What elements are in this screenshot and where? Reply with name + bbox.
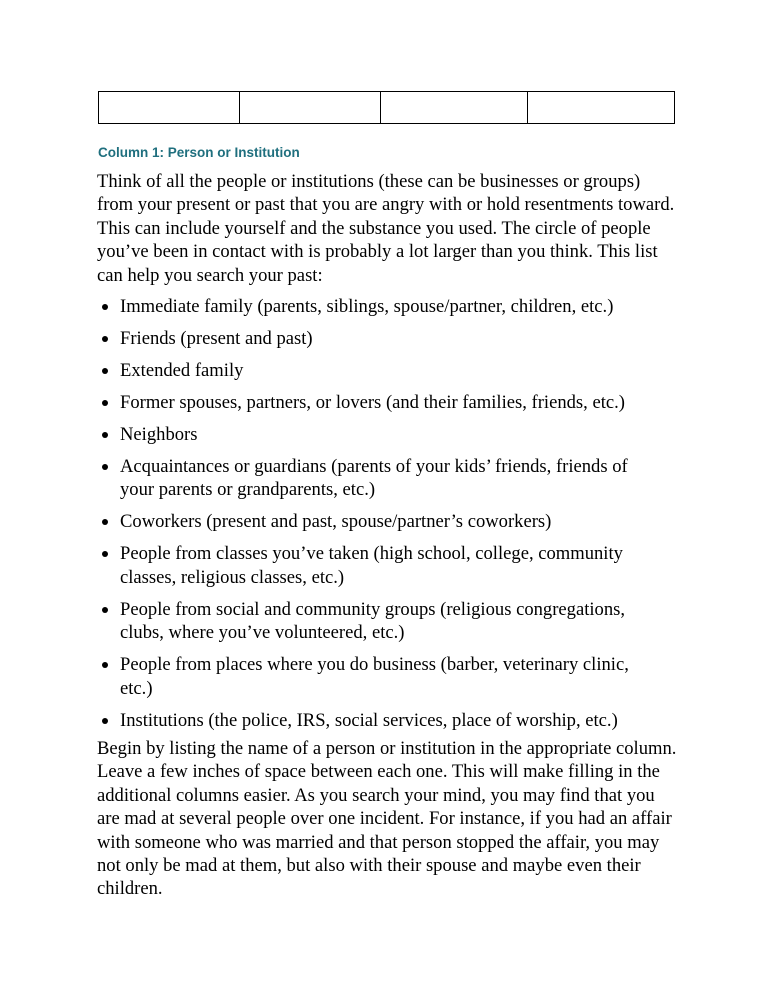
- list-item: [97, 598, 657, 645]
- bullet-icon: [102, 662, 108, 668]
- list-item-text: Former spouses, partners, or lovers (and their families, friends, etc.): [120, 392, 625, 413]
- bullet-icon: [102, 432, 108, 438]
- list-item: [97, 423, 657, 446]
- table-row: [99, 92, 675, 124]
- bullet-icon: [102, 519, 108, 525]
- list-item: [97, 653, 657, 700]
- list-item-text: Immediate family (parents, siblings, spouse/partner, children, etc.): [120, 296, 614, 317]
- list-item: [97, 709, 657, 732]
- worksheet-table: [98, 91, 675, 124]
- list-item-text: Extended family: [120, 360, 244, 381]
- table-cell: [240, 92, 381, 124]
- table-cell: [528, 92, 675, 124]
- list-item-text: People from social and community groups (religious congregations, clubs, where you’ve volunteered, etc.): [120, 598, 626, 644]
- list-item-text: Friends (present and past): [120, 328, 313, 349]
- list-item-text: Coworkers (present and past, spouse/partner’s coworkers): [120, 511, 552, 533]
- bullet-icon: [102, 464, 108, 470]
- table-cell: [381, 92, 528, 124]
- bullet-icon: [102, 551, 108, 557]
- bullet-icon: [102, 304, 108, 310]
- list-item: [97, 359, 657, 382]
- list-item-text: People from places where you do business (barber, veterinary clinic, etc.): [120, 654, 629, 699]
- list-item: [97, 510, 657, 533]
- list-item-text: Acquaintances or guardians (parents of your kids’ friends, friends of your parents or grandparents, etc.): [120, 456, 628, 501]
- bullet-icon: [102, 400, 108, 406]
- list-item: [97, 455, 657, 502]
- intro-paragraph: Think of all the people or institutions (these can be businesses or groups) from your present or past that you are angry with or hold resentments toward. This can include yourself and the substance you used. The circle of people you’ve been in contact with is probably a lot larger than you think. This list can help you search your past:: [97, 171, 675, 286]
- table-cell: [99, 92, 240, 124]
- bullet-icon: [102, 336, 108, 342]
- bullet-icon: [102, 607, 108, 613]
- bullet-list: [97, 295, 657, 741]
- list-item: [97, 295, 657, 318]
- list-item-text: Institutions (the police, IRS, social services, place of worship, etc.): [120, 709, 618, 731]
- bullet-icon: [102, 718, 108, 724]
- section-heading: Column 1: Person or Institution: [98, 145, 300, 160]
- list-item: [97, 542, 657, 589]
- list-item: [97, 327, 657, 350]
- list-item: [97, 391, 657, 414]
- list-item-text: Neighbors: [120, 424, 198, 445]
- bullet-icon: [102, 368, 108, 374]
- list-item-text: People from classes you’ve taken (high school, college, community classes, religious classes, etc.): [120, 543, 623, 588]
- closing-paragraph: Begin by listing the name of a person or institution in the appropriate column. Leave a few inches of space between each one. This will make filling in the additional columns easier. As you search your mind, you may find that you are mad at several people over one incident. For instance, if you had an affair with someone who was married and that person stopped the affair, you may not only be mad at them, but also with their spouse and maybe even their children.: [97, 738, 677, 900]
